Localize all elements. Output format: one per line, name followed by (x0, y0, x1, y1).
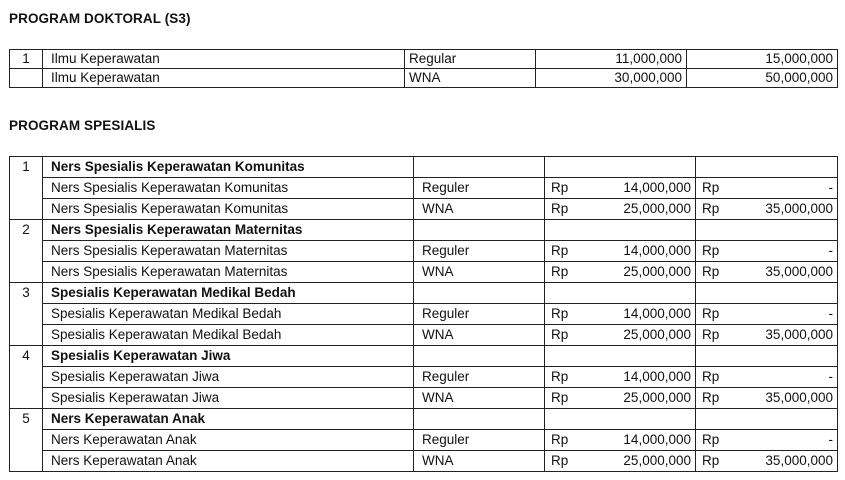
currency-label: Rp (696, 430, 732, 451)
table-row (10, 199, 838, 220)
group-number: 4 (10, 346, 43, 409)
table-row (10, 451, 838, 472)
currency-label: Rp (696, 325, 732, 346)
fee-amount-2: 35,000,000 (732, 388, 838, 409)
empty-cell (414, 220, 545, 241)
doktoral-fee-table (9, 49, 838, 88)
program-name: Ners Keperawatan Anak (43, 451, 414, 472)
empty-cell (545, 283, 696, 304)
program-name: Spesialis Keperawatan Medikal Bedah (43, 304, 414, 325)
category: WNA (414, 451, 545, 472)
program-name: Ilmu Keperawatan (43, 50, 405, 69)
empty-cell (545, 409, 696, 430)
group-number: 2 (10, 220, 43, 283)
fee-amount-1: 14,000,000 (585, 304, 696, 325)
category: Reguler (414, 304, 545, 325)
row-number: 1 (10, 50, 43, 69)
empty-cell (545, 346, 696, 367)
fee-amount-1: 11,000,000 (536, 50, 687, 69)
spesialis-heading: PROGRAM SPESIALIS (9, 118, 156, 133)
fee-amount-1: 14,000,000 (585, 178, 696, 199)
currency-label: Rp (545, 304, 585, 325)
currency-label: Rp (696, 262, 732, 283)
fee-amount-1: 25,000,000 (585, 199, 696, 220)
fee-amount-2: 35,000,000 (732, 199, 838, 220)
empty-cell (696, 220, 838, 241)
currency-label: Rp (545, 199, 585, 220)
program-name: Ilmu Keperawatan (43, 69, 405, 88)
group-number: 5 (10, 409, 43, 472)
fee-amount-2: - (732, 241, 838, 262)
table-row (10, 325, 838, 346)
fee-amount-2: 50,000,000 (687, 69, 838, 88)
empty-cell (545, 220, 696, 241)
group-header-row (10, 157, 838, 178)
fee-amount-2: 15,000,000 (687, 50, 838, 69)
fee-amount-1: 30,000,000 (536, 69, 687, 88)
row-number (10, 69, 43, 88)
fee-amount-2: - (732, 304, 838, 325)
currency-label: Rp (545, 325, 585, 346)
table-row (10, 241, 838, 262)
empty-cell (696, 157, 838, 178)
empty-cell (696, 283, 838, 304)
program-name: Spesialis Keperawatan Jiwa (43, 367, 414, 388)
program-name: Ners Spesialis Keperawatan Komunitas (43, 199, 414, 220)
category: Reguler (414, 178, 545, 199)
group-title: Spesialis Keperawatan Jiwa (43, 346, 414, 367)
fee-amount-2: - (732, 430, 838, 451)
table-row (10, 50, 838, 69)
table-row (10, 304, 838, 325)
doktoral-heading: PROGRAM DOKTORAL (S3) (9, 11, 191, 26)
fee-amount-2: 35,000,000 (732, 262, 838, 283)
currency-label: Rp (545, 451, 585, 472)
group-header-row (10, 409, 838, 430)
fee-amount-2: - (732, 178, 838, 199)
group-title: Spesialis Keperawatan Medikal Bedah (43, 283, 414, 304)
currency-label: Rp (545, 430, 585, 451)
group-title: Ners Spesialis Keperawatan Komunitas (43, 157, 414, 178)
empty-cell (545, 157, 696, 178)
spesialis-fee-table (9, 156, 838, 472)
group-number: 3 (10, 283, 43, 346)
program-name: Ners Keperawatan Anak (43, 430, 414, 451)
table-row (10, 69, 838, 88)
empty-cell (414, 283, 545, 304)
category: Reguler (414, 241, 545, 262)
currency-label: Rp (545, 388, 585, 409)
currency-label: Rp (696, 367, 732, 388)
currency-label: Rp (696, 199, 732, 220)
program-name: Ners Spesialis Keperawatan Maternitas (43, 241, 414, 262)
category: WNA (414, 325, 545, 346)
category: WNA (414, 199, 545, 220)
empty-cell (696, 346, 838, 367)
currency-label: Rp (545, 178, 585, 199)
group-title: Ners Keperawatan Anak (43, 409, 414, 430)
currency-label: Rp (545, 262, 585, 283)
fee-amount-1: 25,000,000 (585, 262, 696, 283)
fee-amount-2: 35,000,000 (732, 451, 838, 472)
empty-cell (414, 409, 545, 430)
currency-label: Rp (545, 241, 585, 262)
currency-label: Rp (696, 388, 732, 409)
program-name: Ners Spesialis Keperawatan Komunitas (43, 178, 414, 199)
program-name: Ners Spesialis Keperawatan Maternitas (43, 262, 414, 283)
table-row (10, 388, 838, 409)
group-title: Ners Spesialis Keperawatan Maternitas (43, 220, 414, 241)
category: Regular (405, 50, 536, 69)
group-number: 1 (10, 157, 43, 220)
fee-amount-1: 14,000,000 (585, 430, 696, 451)
currency-label: Rp (545, 367, 585, 388)
empty-cell (414, 157, 545, 178)
currency-label: Rp (696, 241, 732, 262)
fee-amount-2: - (732, 367, 838, 388)
table-row (10, 430, 838, 451)
fee-amount-2: 35,000,000 (732, 325, 838, 346)
currency-label: Rp (696, 451, 732, 472)
category: WNA (405, 69, 536, 88)
empty-cell (696, 409, 838, 430)
group-header-row (10, 346, 838, 367)
fee-amount-1: 25,000,000 (585, 388, 696, 409)
group-header-row (10, 283, 838, 304)
table-row (10, 178, 838, 199)
category: Reguler (414, 430, 545, 451)
group-header-row (10, 220, 838, 241)
currency-label: Rp (696, 304, 732, 325)
table-row (10, 367, 838, 388)
category: WNA (414, 262, 545, 283)
fee-amount-1: 25,000,000 (585, 451, 696, 472)
fee-amount-1: 14,000,000 (585, 241, 696, 262)
fee-amount-1: 25,000,000 (585, 325, 696, 346)
program-name: Spesialis Keperawatan Medikal Bedah (43, 325, 414, 346)
category: WNA (414, 388, 545, 409)
program-name: Spesialis Keperawatan Jiwa (43, 388, 414, 409)
category: Reguler (414, 367, 545, 388)
fee-amount-1: 14,000,000 (585, 367, 696, 388)
table-row (10, 262, 838, 283)
currency-label: Rp (696, 178, 732, 199)
empty-cell (414, 346, 545, 367)
